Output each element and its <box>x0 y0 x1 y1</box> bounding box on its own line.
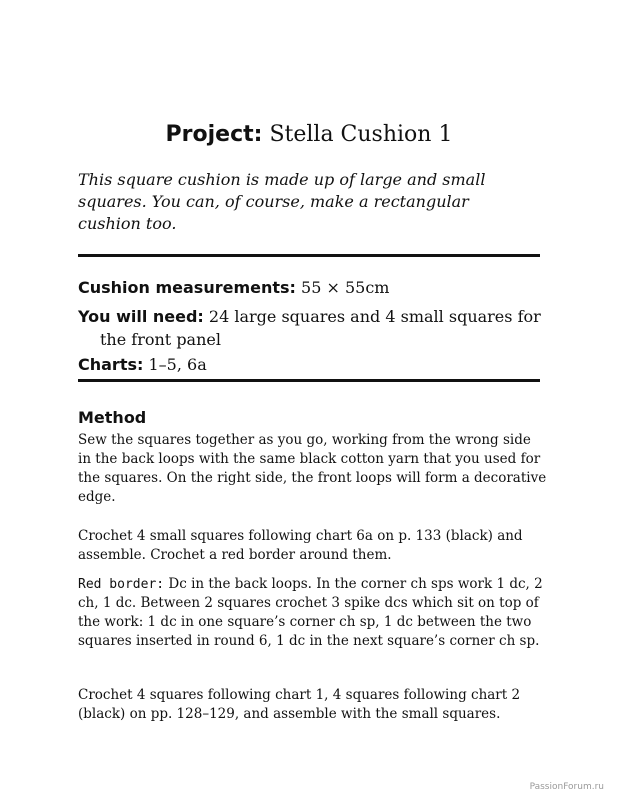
red-border-text: Dc in the back loops. In the corner ch sps work 1 dc, 2 ch, 1 dc. Between 2 squares crochet 3 spike dcs which sit on top of the work: 1 dc in one square’s corner ch sp, 1 dc between the two squares inserted in round 6, 1 dc in the next square’s corner ch sp. <box>78 576 543 649</box>
intro-text: This square cushion is made up of large and small squares. You can, of course, make a rectangular cushion too. <box>78 170 486 233</box>
measurements-value: 55 × 55cm <box>301 278 390 297</box>
red-border-label: Red border: <box>78 577 165 592</box>
spec-measurements <box>78 276 540 299</box>
spec-charts <box>78 353 540 376</box>
method-paragraph: Sew the squares together as you go, working from the wrong side in the back loops with the same black cotton yarn that you used for the squares. On the right side, the front loops will form a decorative edge. <box>78 432 547 505</box>
project-label: Project: <box>165 122 263 147</box>
top-divider <box>78 254 540 257</box>
method-paragraph: Crochet 4 small squares following chart 6a on p. 133 (black) and assemble. Crochet a red border around them. <box>78 528 523 563</box>
method-heading: Method <box>78 408 147 427</box>
spec-you-will-need <box>78 305 562 351</box>
bottom-divider <box>78 379 540 382</box>
method-paragraph: Crochet 4 squares following chart 1, 4 squares following chart 2 (black) on pp. 128–129, and assemble with the small squares. <box>78 687 521 722</box>
project-title <box>0 120 618 150</box>
charts-label: Charts: <box>78 355 144 374</box>
project-name: Stella Cushion 1 <box>269 122 453 147</box>
charts-value: 1–5, 6a <box>148 355 207 374</box>
watermark: PassionForum.ru <box>529 782 604 792</box>
red-border-paragraph <box>78 575 548 651</box>
measurements-label: Cushion measurements: <box>78 278 296 297</box>
need-value: 24 large squares and 4 small squares for the front panel <box>100 307 541 349</box>
need-label: You will need: <box>78 307 204 326</box>
